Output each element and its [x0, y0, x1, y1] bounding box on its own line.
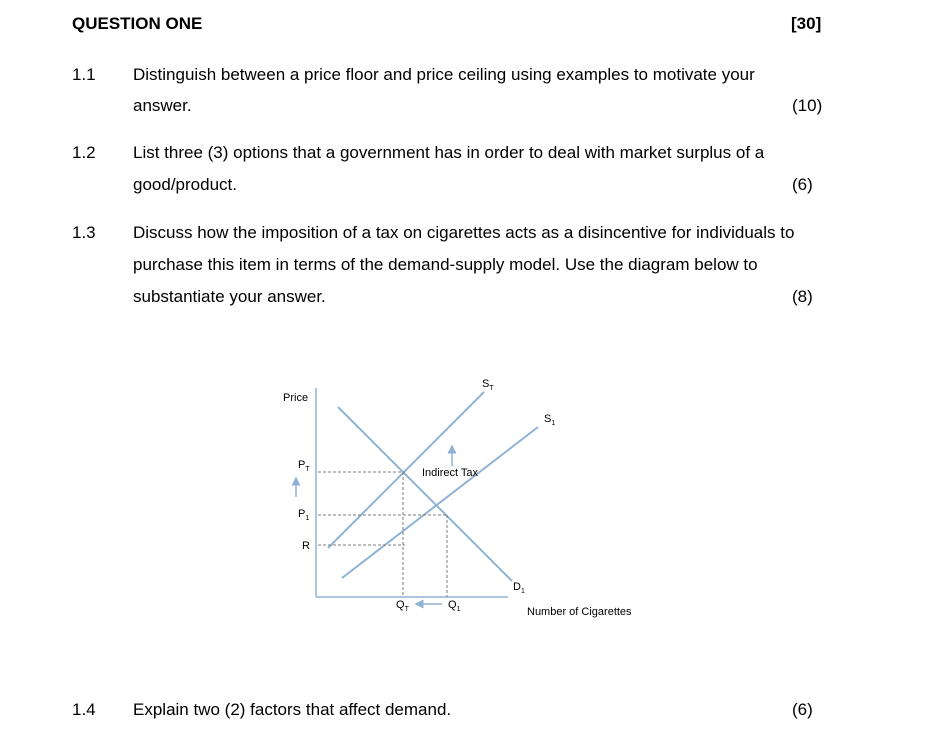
question-number: 1.2 — [72, 143, 96, 162]
supply-curve-s1 — [342, 427, 538, 578]
price-taxed-label: $P_T$ — [298, 459, 310, 473]
question-text-line: purchase this item in terms of the demand-supply model. Use the diagram below to — [133, 255, 758, 274]
supply-label: $S_1$ — [544, 413, 556, 427]
question-marks: (6) — [792, 175, 813, 194]
question-text-line: substantiate your answer. — [133, 287, 326, 306]
question-text-line: Explain two (2) factors that affect demand. — [133, 700, 452, 719]
question-marks: (8) — [792, 287, 813, 306]
question-text-line: List three (3) options that a government has in order to deal with market surplus of a — [133, 143, 765, 162]
question-number: 1.1 — [72, 65, 96, 84]
question-marks: (6) — [792, 700, 813, 719]
price-label: $P_1$ — [298, 508, 310, 522]
question-text-line: Discuss how the imposition of a tax on cigarettes acts as a disincentive for individuals to — [133, 223, 795, 242]
qty-label: $Q_1$ — [448, 599, 461, 613]
supply-taxed-label: $S_T$ — [482, 378, 494, 392]
question-title: QUESTION ONE — [72, 14, 203, 33]
demand-label: $D_1$ — [513, 581, 525, 595]
indirect-tax-label: Indirect Tax — [422, 467, 479, 479]
demand-curve-d1 — [338, 407, 512, 581]
x-axis-label: Number of Cigarettes — [527, 606, 632, 618]
question-number: 1.4 — [72, 700, 96, 719]
total-marks: [30] — [791, 14, 822, 33]
y-axis-label: Price — [283, 392, 309, 404]
question-text-line: Distinguish between a price floor and price ceiling using examples to motivate your — [133, 65, 755, 84]
question-marks: (10) — [792, 96, 823, 115]
received-price-label: R — [302, 540, 310, 552]
question-text-line: good/product. — [133, 175, 237, 194]
question-text-line: answer. — [133, 96, 192, 115]
question-number: 1.3 — [72, 223, 96, 242]
qty-taxed-label: $Q_T$ — [396, 599, 409, 613]
